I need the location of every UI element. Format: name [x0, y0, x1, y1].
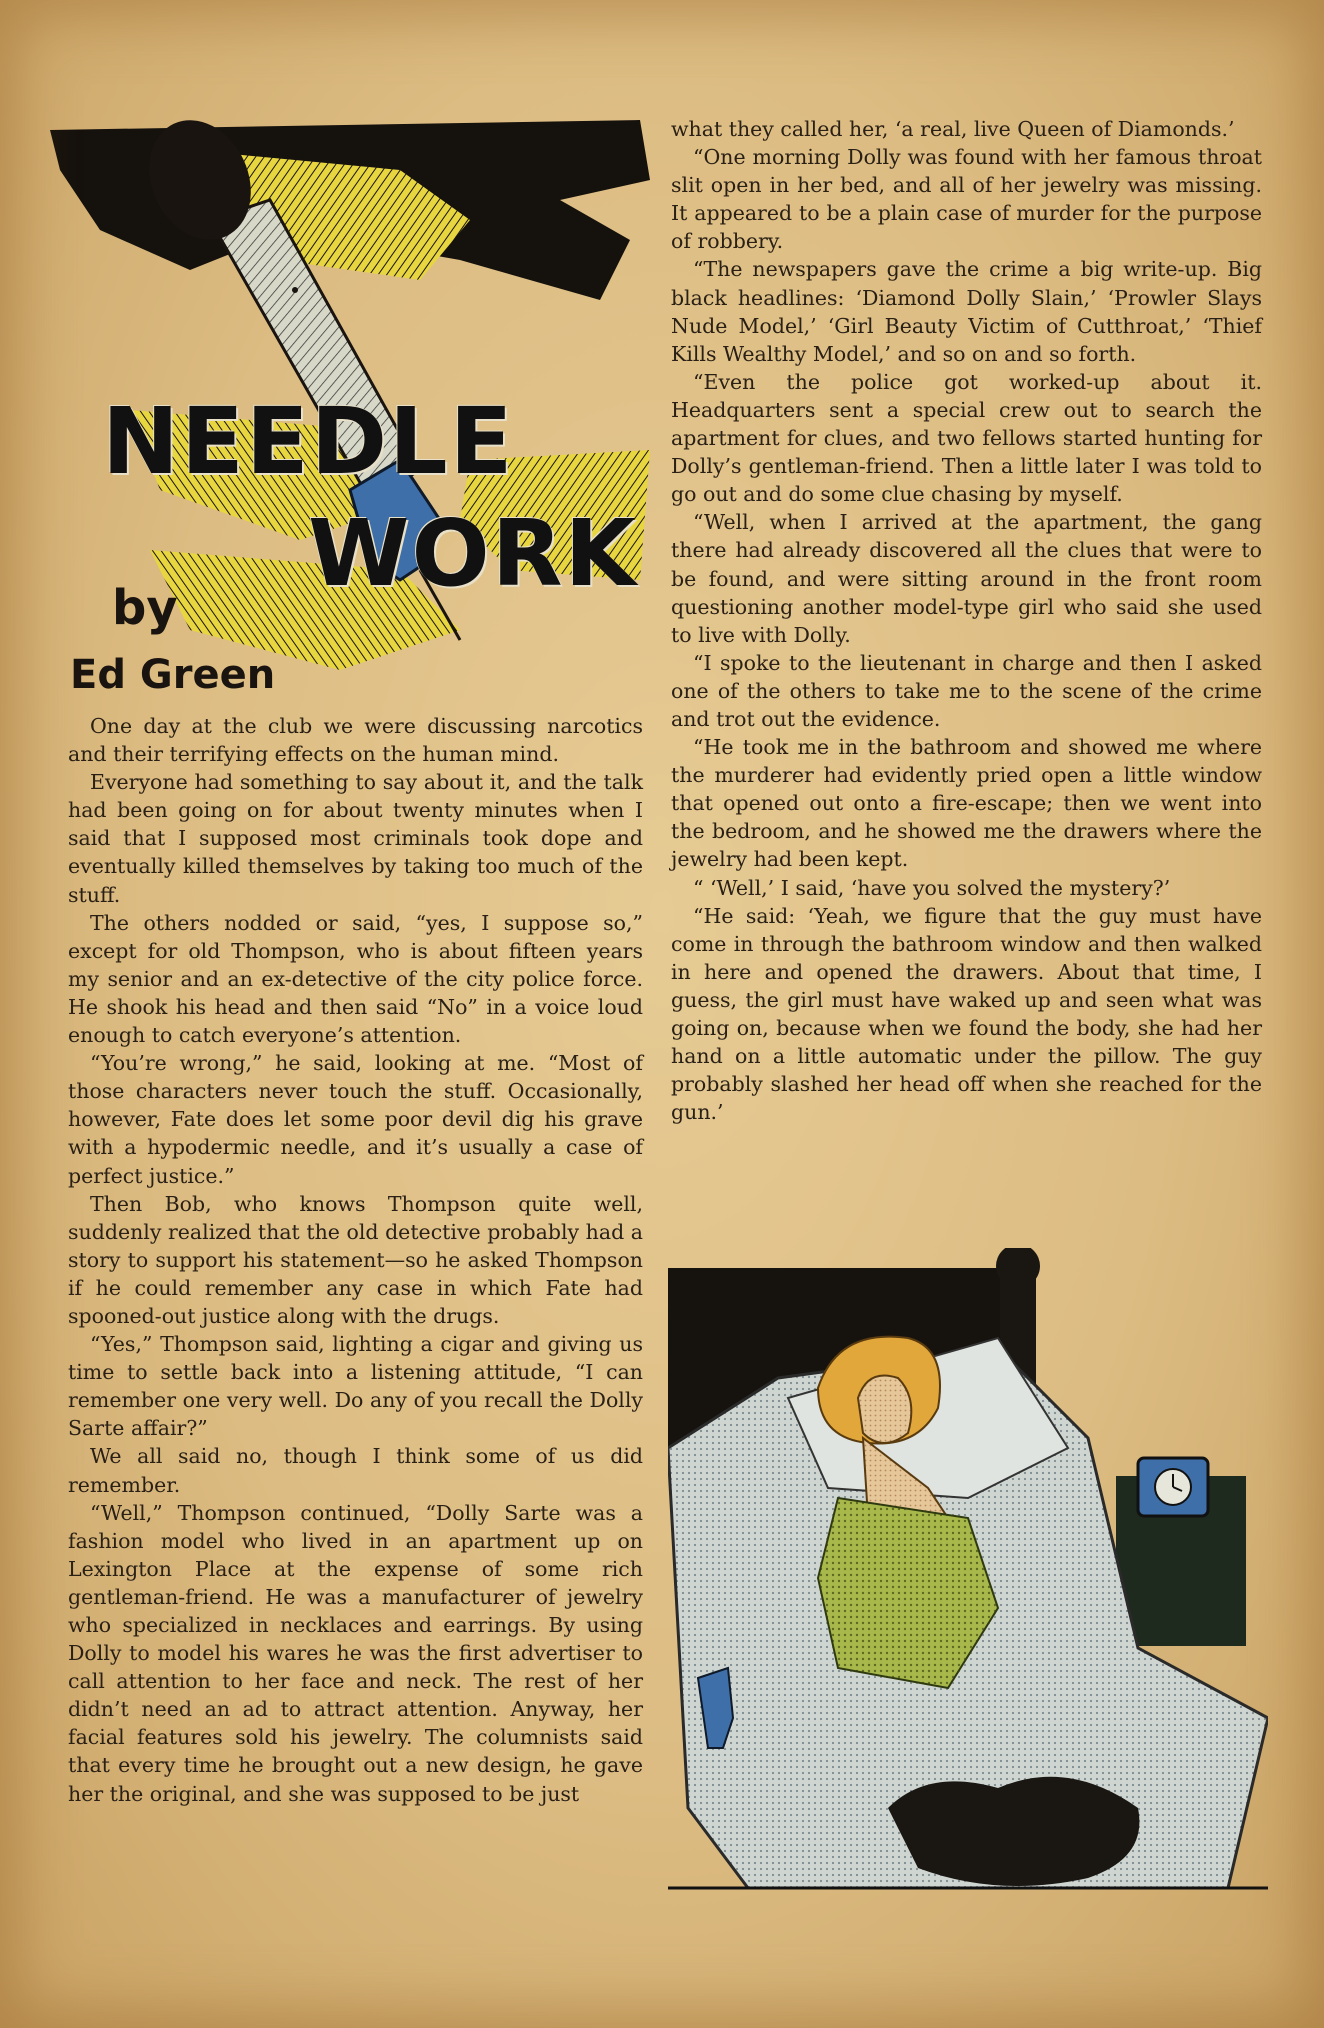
paragraph: “Well,” Thompson continued, “Dolly Sarte was a fashion model who lived in an apartment up on Lexington Place at the expense of some rich gentleman-friend. He was a manufacturer of jewelry who specialized in necklaces and earrings. By using Dolly to model his wares he was the first advertiser to call attention to her face and neck. The rest of her didn’t need an ad to attract attention. Anyway, her facial features sold his jewelry. The columnists said that every time he brought out a new design, he gave her the original, and she was supposed to be just — [68, 1500, 643, 1806]
paragraph-continued: what they called her, ‘a real, live Queen of Diamonds.’ — [671, 117, 1235, 141]
paragraph: We all said no, though I think some of us did remember. — [68, 1444, 643, 1497]
paragraph: “You’re wrong,” he said, looking at me. “Most of those characters never touch the stuff. Occasionally, however, Fate does let some poor devil dig his grave with a hypodermic needle, and it’s usually a case of perfect justice.” — [68, 1051, 643, 1188]
paragraph: One day at the club we were discussing narcotics and their terrifying effects on the human mind. — [68, 714, 643, 767]
paragraph: “Yes,” Thompson said, lighting a cigar and giving us time to settle back into a listening attitude, “I can remember one very well. Do any of you recall the Dolly Sarte affair?” — [68, 1332, 643, 1441]
title-line-1: NEEDLE — [102, 388, 515, 495]
paragraph: “Even the police got worked-up about it. Headquarters sent a special crew out to search the apartment for clues, and two fellows started hunting for Dolly’s gentleman-friend. Then a little later I was told to go out and do some clue chasing by myself. — [671, 369, 1262, 507]
paragraph: Everyone had something to say about it, and the talk had been going on for about twenty minutes when I said that I supposed most criminals took dope and eventually killed themselves by taking too much of the stuff. — [68, 770, 643, 907]
byline-by: by — [112, 580, 178, 636]
paragraph: “He said: ‘Yeah, we figure that the guy must have come in through the bathroom window and then walked in here and opened the drawers. About that time, I guess, the girl must have waked up and seen what was going on, because when we found the body, she had her hand on a little automatic under the pillow. The guy probably slashed her head off when she reached for the gun.’ — [671, 903, 1262, 1125]
woman-in-bed-illustration-icon — [668, 1248, 1268, 1913]
author-name: Ed Green — [70, 652, 276, 698]
paragraph: “ ‘Well,’ I said, ‘have you solved the mystery?’ — [693, 875, 1171, 900]
paragraph: The others nodded or said, “yes, I suppose so,” except for old Thompson, who is about fifteen years my senior and an ex-detective of the city police force. He shook his head and then said “No” in a voice loud enough to catch everyone’s attention. — [68, 910, 643, 1048]
left-text-column — [68, 712, 643, 1808]
title-line-2: WORK — [308, 500, 638, 607]
paragraph: “Well, when I arrived at the apartment, the gang there had already discovered all the clues that were to be found, and were sitting around in the front room questioning another model-type girl who said she used to live with Dolly. — [671, 510, 1262, 647]
bedroom-illustration — [668, 1248, 1268, 1913]
right-text-column — [671, 115, 1262, 1126]
paragraph: “The newspapers gave the crime a big write-up. Big black headlines: ‘Diamond Dolly Slain,’ ‘Prowler Slays Nude Model,’ ‘Girl Beauty Victim of Cutthroat,’ ‘Thief Kills Wealthy Model,’ and so on and so forth. — [671, 257, 1262, 366]
paragraph: “He took me in the bathroom and showed me where the murderer had evidently pried open a little window that opened out onto a fire-escape; then we went into the bedroom, and he showed me the drawers where the jewelry had been kept. — [671, 735, 1262, 872]
paragraph: “One morning Dolly was found with her famous throat slit open in her bed, and all of her jewelry was missing. It appeared to be a plain case of murder for the purpose of robbery. — [671, 145, 1262, 254]
paragraph: “I spoke to the lieutenant in charge and then I asked one of the others to take me to the scene of the crime and trot out the evidence. — [671, 650, 1262, 731]
paragraph: Then Bob, who knows Thompson quite well, suddenly realized that the old detective probably had a story to support his statement—so he asked Thompson if he could remember any case in which Fate had spooned-out justice along with the drugs. — [68, 1191, 643, 1328]
